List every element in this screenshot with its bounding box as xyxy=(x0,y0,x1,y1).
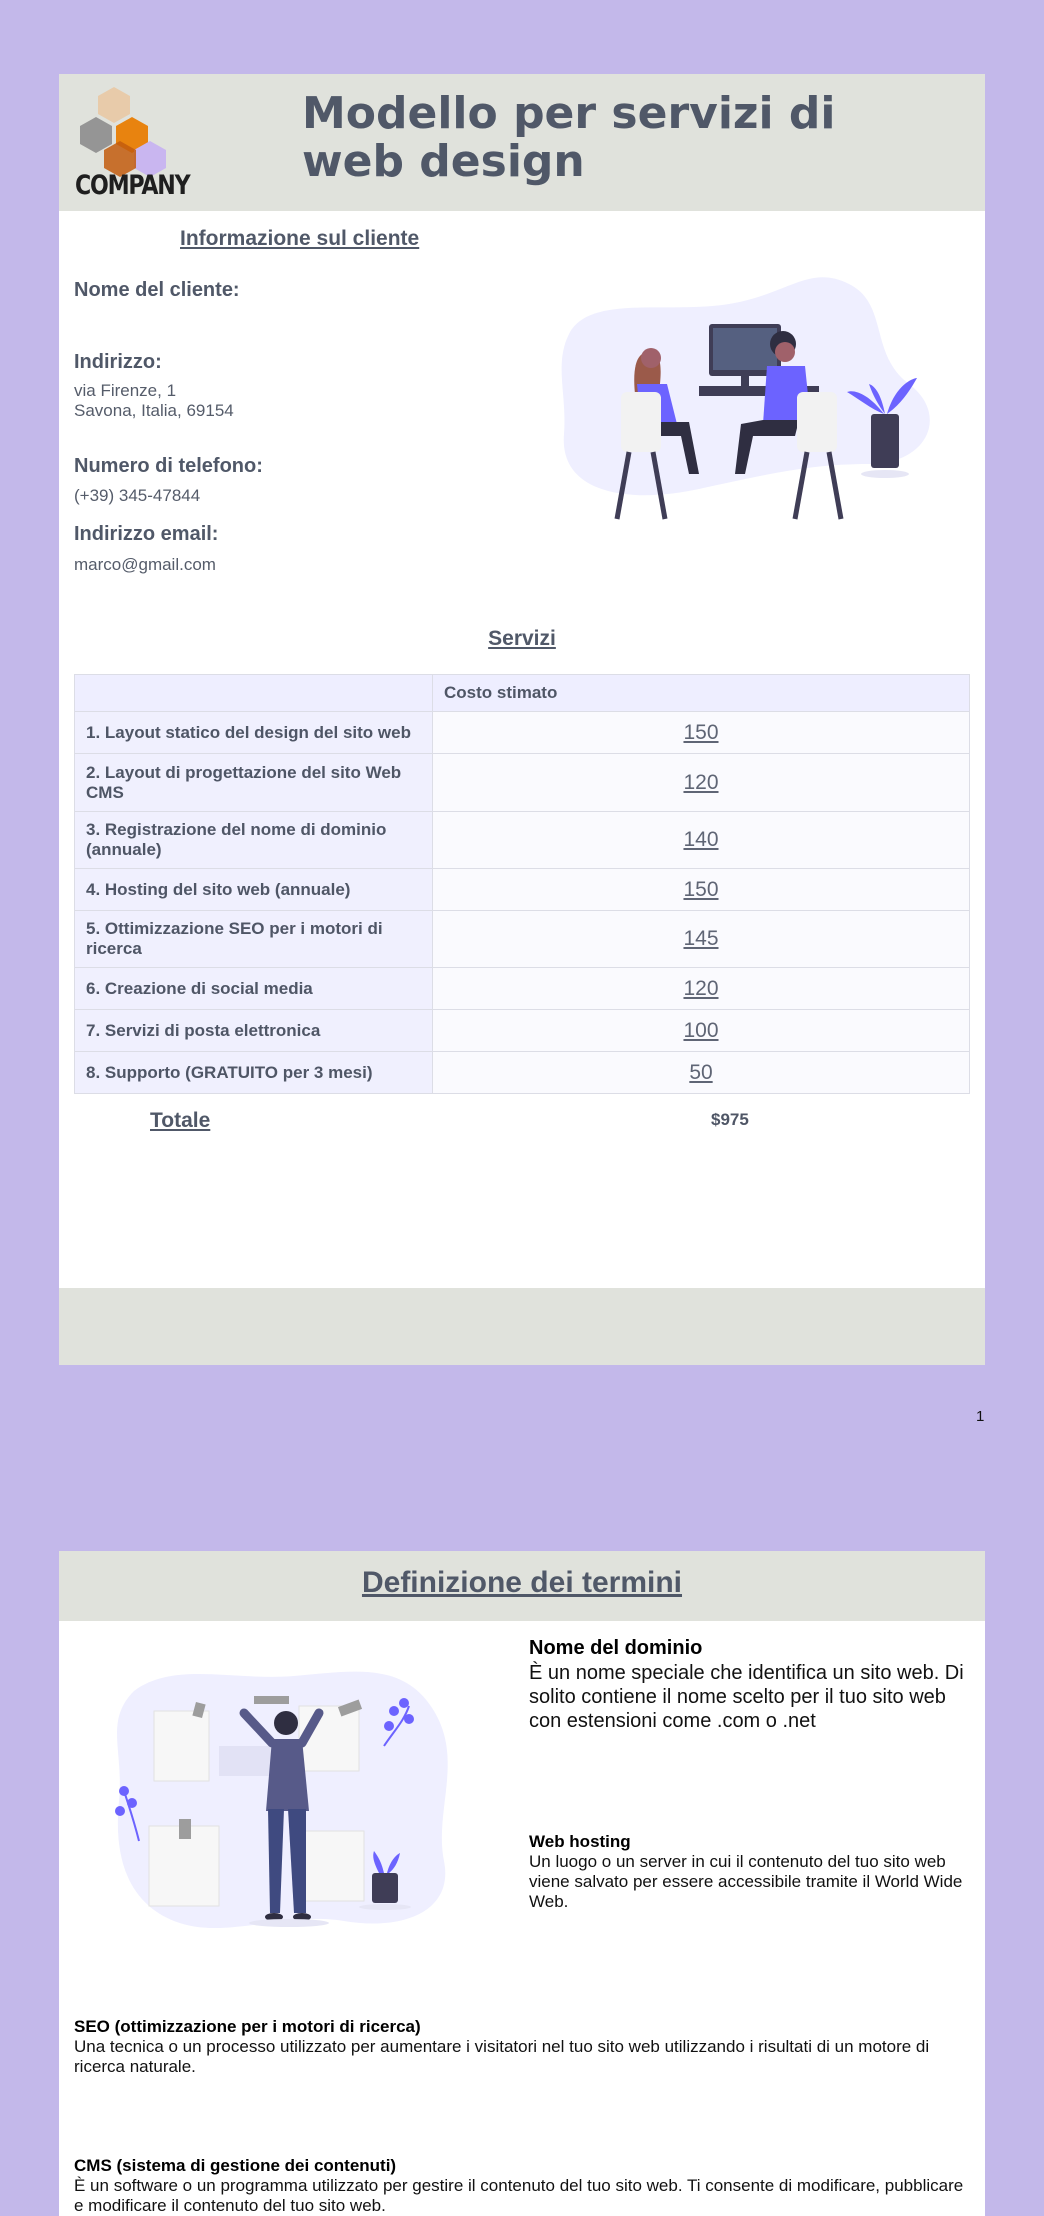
term-seo-title: SEO (ottimizzazione per i motori di ricerca) xyxy=(74,2017,421,2036)
cost-column-header: Costo stimato xyxy=(433,675,970,712)
service-cost: 140 xyxy=(433,812,970,869)
table-row xyxy=(75,911,970,968)
email-label: Indirizzo email: xyxy=(74,523,219,545)
table-row xyxy=(75,712,970,754)
page-number: 1 xyxy=(976,1408,985,1425)
table-row xyxy=(75,1052,970,1094)
table-row xyxy=(75,869,970,911)
team-at-computer-illustration xyxy=(549,274,949,534)
address-line-2: Savona, Italia, 69154 xyxy=(74,401,234,420)
service-column-header xyxy=(75,675,433,712)
service-name: 7. Servizi di posta elettronica xyxy=(75,1010,433,1052)
table-row xyxy=(75,968,970,1010)
term-cms-title: CMS (sistema di gestione dei contenuti) xyxy=(74,2156,397,2175)
definitions-title: Definizione dei termini xyxy=(361,1566,683,1599)
service-cost: 100 xyxy=(433,1010,970,1052)
page-2 xyxy=(59,1551,985,2216)
page-1 xyxy=(59,74,985,1365)
service-name: 1. Layout statico del design del sito web xyxy=(75,712,433,754)
service-cost: 120 xyxy=(433,754,970,812)
phone-value: (+39) 345-47844 xyxy=(74,486,201,505)
term-hosting-title: Web hosting xyxy=(529,1832,631,1851)
table-header-row xyxy=(75,675,970,712)
address-label: Indirizzo: xyxy=(74,351,162,373)
service-name: 2. Layout di progettazione del sito Web CMS xyxy=(75,754,433,812)
table-row xyxy=(75,1010,970,1052)
service-name: 8. Supporto (GRATUITO per 3 mesi) xyxy=(75,1052,433,1094)
term-hosting-body: Un luogo o un server in cui il contenuto del tuo sito web viene salvato per essere accessibile tramite il World Wide Web. xyxy=(529,1852,963,1911)
term-seo-body: Una tecnica o un processo utilizzato per aumentare i visitatori nel tuo sito web utilizzando i risultati di un motore di ricerca naturale. xyxy=(74,2037,930,2076)
address-line-1: via Firenze, 1 xyxy=(74,381,177,400)
service-cost: 50 xyxy=(433,1052,970,1094)
service-cost: 120 xyxy=(433,968,970,1010)
client-section-title: Informazione sul cliente xyxy=(180,227,420,250)
services-section-title: Servizi xyxy=(488,627,556,650)
service-name: 3. Registrazione del nome di dominio (annuale) xyxy=(75,812,433,869)
term-domain-body: È un nome speciale che identifica un sito web. Di solito contiene il nome scelto per il tuo sito web con estensioni come .com o .net xyxy=(529,1662,964,1732)
footer-band xyxy=(59,1288,985,1365)
term-domain-title: Nome del dominio xyxy=(529,1637,703,1659)
header-band xyxy=(59,74,985,211)
service-name: 5. Ottimizzazione SEO per i motori di ricerca xyxy=(75,911,433,968)
service-cost: 145 xyxy=(433,911,970,968)
email-value: marco@gmail.com xyxy=(74,555,216,574)
total-label: Totale xyxy=(150,1109,211,1132)
services-table xyxy=(74,674,970,1094)
service-name: 6. Creazione di social media xyxy=(75,968,433,1010)
service-cost: 150 xyxy=(433,712,970,754)
table-row xyxy=(75,754,970,812)
service-cost: 150 xyxy=(433,869,970,911)
service-name: 4. Hosting del sito web (annuale) xyxy=(75,869,433,911)
document-title: Modello per servizi di web design xyxy=(302,88,836,187)
term-cms-body: È un software o un programma utilizzato per gestire il contenuto del tuo sito web. Ti consente di modificare, pubblicare e modificare il contenuto del tuo sito web. xyxy=(74,2176,964,2215)
total-value: $975 xyxy=(711,1110,749,1129)
table-row xyxy=(75,812,970,869)
logo-text: COMPANY xyxy=(75,170,190,201)
person-with-documents-illustration xyxy=(104,1651,494,1971)
phone-label: Numero di telefono: xyxy=(74,455,263,477)
client-name-label: Nome del cliente: xyxy=(74,279,240,301)
